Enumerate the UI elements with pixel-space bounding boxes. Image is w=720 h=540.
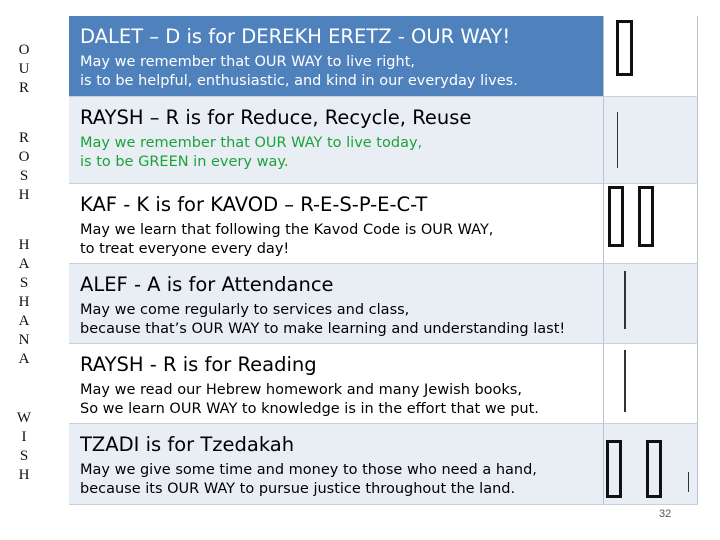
acrostic-letter: W — [16, 410, 32, 426]
acrostic-letter: I — [21, 429, 27, 445]
acrostic-letter: H — [18, 237, 30, 253]
row-line: May we come regularly to services and class, — [80, 302, 410, 318]
table-row — [69, 424, 698, 505]
acrostic-wish — [14, 409, 34, 485]
acrostic-our — [14, 41, 34, 98]
row-text-cell — [69, 16, 604, 97]
row-heading: TZADI is for Tzedakah — [80, 433, 295, 456]
hebrew-letter-cell — [604, 344, 698, 424]
hebrew-glyph-stroke — [624, 350, 626, 412]
row-line: is to be GREEN in every way. — [80, 154, 289, 170]
hebrew-glyph-box — [616, 20, 633, 76]
acrostic-hashana — [14, 236, 34, 369]
table-row — [69, 97, 698, 184]
hebrew-letter-cell — [604, 424, 698, 505]
hebrew-letter-cell — [604, 16, 698, 97]
row-line: because that’s OUR WAY to make learning and understanding last! — [80, 321, 566, 337]
table-row — [69, 184, 698, 264]
page-number: 32 — [659, 508, 672, 520]
row-text-cell — [69, 424, 604, 505]
row-line: May we remember that OUR WAY to live right, — [80, 54, 415, 70]
row-line: May we give some time and money to those who need a hand, — [80, 462, 537, 478]
row-text-cell — [69, 184, 604, 264]
acrostic-letter: A — [18, 313, 30, 329]
acrostic-rosh — [14, 129, 34, 205]
acrostic-letter: R — [18, 130, 29, 146]
row-heading: DALET – D is for DEREKH ERETZ - OUR WAY! — [80, 25, 511, 48]
row-heading: RAYSH – R is for Reduce, Recycle, Reuse — [80, 106, 472, 129]
acrostic-letter: A — [18, 256, 30, 272]
hebrew-glyph-box — [606, 440, 622, 498]
row-line: May we learn that following the Kavod Code is OUR WAY, — [80, 222, 494, 238]
acrostic-letter: S — [19, 168, 29, 184]
acrostic-letter: H — [18, 187, 30, 203]
row-heading: RAYSH - R is for Reading — [80, 353, 317, 376]
row-line: because its OUR WAY to pursue justice throughout the land. — [80, 481, 516, 497]
acrostic-letter: O — [18, 149, 30, 165]
table-row — [69, 264, 698, 344]
row-heading: ALEF - A is for Attendance — [80, 273, 334, 296]
hebrew-glyph-box — [608, 186, 624, 247]
values-table — [69, 16, 698, 505]
hebrew-letter-cell — [604, 184, 698, 264]
acrostic-letter: A — [18, 351, 30, 367]
row-text-cell — [69, 264, 604, 344]
acrostic-letter: H — [18, 294, 30, 310]
acrostic-letter: R — [18, 80, 29, 96]
table-row — [69, 344, 698, 424]
row-heading: KAF - K is for KAVOD – R-E-S-P-E-C-T — [80, 193, 428, 216]
row-line: to treat everyone every day! — [80, 241, 290, 257]
row-text-cell — [69, 97, 604, 184]
hebrew-glyph-box — [646, 440, 662, 498]
acrostic-letter: N — [18, 332, 30, 348]
hebrew-glyph-stroke — [624, 271, 626, 329]
acrostic-letter: H — [18, 467, 30, 483]
hebrew-glyph-box — [638, 186, 654, 247]
acrostic-letter: S — [19, 275, 29, 291]
row-line: So we learn OUR WAY to knowledge is in the effort that we put. — [80, 401, 539, 417]
hebrew-glyph-stroke — [617, 112, 618, 168]
table-row — [69, 16, 698, 97]
row-text-cell — [69, 344, 604, 424]
hebrew-letter-cell — [604, 97, 698, 184]
hebrew-glyph-stroke — [688, 472, 689, 492]
acrostic-letter: O — [18, 42, 30, 58]
row-line: May we remember that OUR WAY to live today, — [80, 135, 423, 151]
row-line: is to be helpful, enthusiastic, and kind in our everyday lives. — [80, 73, 518, 89]
acrostic-letter: U — [18, 61, 30, 77]
acrostic-letter: S — [19, 448, 29, 464]
hebrew-letter-cell — [604, 264, 698, 344]
row-line: May we read our Hebrew homework and many Jewish books, — [80, 382, 522, 398]
